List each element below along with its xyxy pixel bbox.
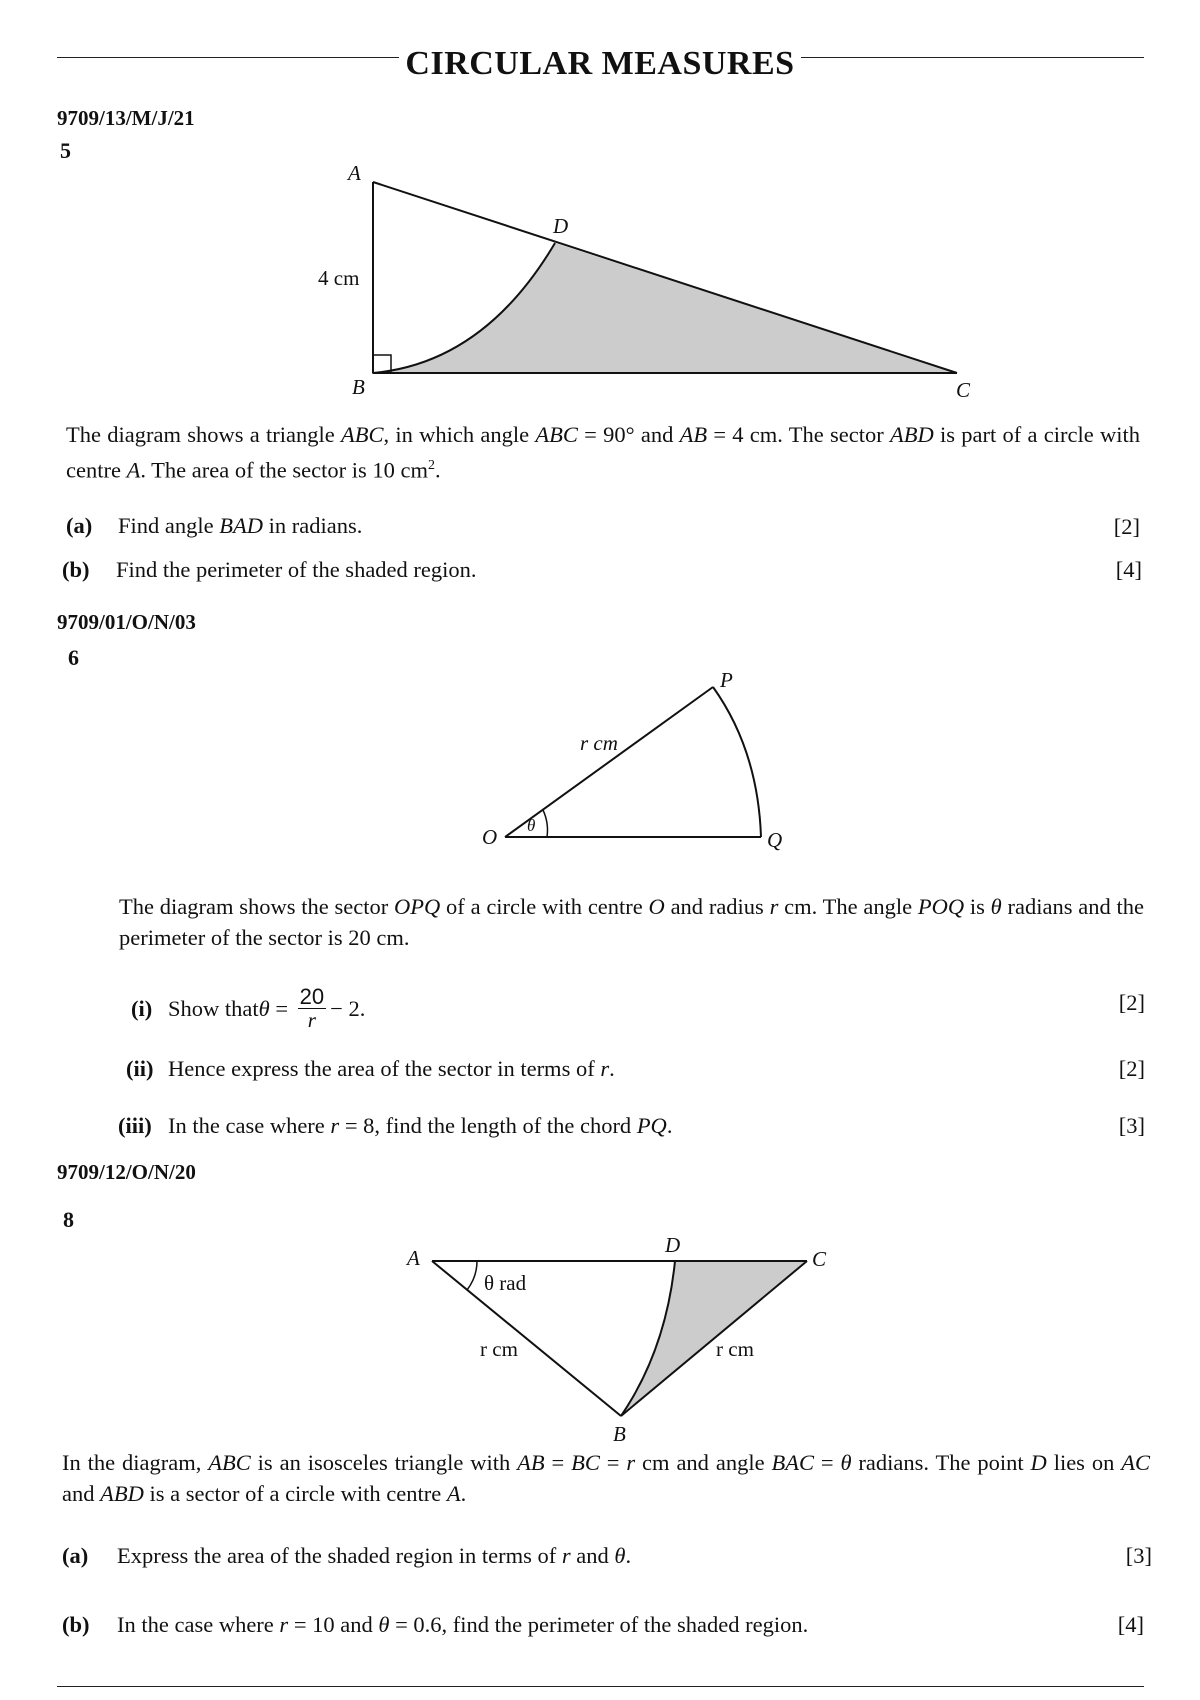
q1-shaded-region (373, 243, 957, 373)
q3-intro: In the diagram, ABC is an isosceles triangle with AB = BC = r cm and angle BAC = θ radians. The point D lies on AC and ABD is a sector of a circle with centre A. (62, 1450, 1151, 1506)
q1-label-c: C (956, 378, 971, 402)
q2-radius-op (505, 687, 713, 837)
q2-part-ii: (ii) Hence express the area of the sector in terms of r. (126, 1054, 615, 1084)
q3-label-a: A (407, 1246, 420, 1270)
q3-part-b: (b) In the case where r = 10 and θ = 0.6, find the perimeter of the shaded region. (62, 1610, 808, 1640)
q3-label-c: C (812, 1247, 827, 1271)
q2-arc-pq (713, 687, 761, 837)
q3-side-ab-label: r cm (480, 1337, 518, 1361)
q3-number: 8 (63, 1207, 74, 1232)
q2-radius-label: r cm (580, 731, 618, 755)
q1-triangle-diagram (0, 150, 1200, 400)
q3-paper-ref: 9709/12/O/N/20 (57, 1160, 196, 1184)
q1-part-b-marks: [4] (1115, 557, 1142, 582)
q1-label-d: D (553, 214, 569, 238)
q2-number: 6 (68, 645, 79, 670)
part-label: (b) (62, 557, 90, 582)
q2-part-iii-marks: [3] (1118, 1113, 1145, 1138)
q2-label-p: P (720, 668, 733, 692)
q2-label-q: Q (767, 828, 783, 852)
q3-part-a-marks: [3] (1125, 1543, 1152, 1568)
q1-label-a: A (348, 161, 361, 185)
part-label: (i) (131, 995, 153, 1021)
q2-paper-ref: 9709/01/O/N/03 (57, 610, 196, 634)
q3-angle-label: θ rad (484, 1271, 527, 1295)
q3-part-a: (a) Express the area of the shaded region in terms of r and θ. (62, 1541, 631, 1571)
q2-part-iii: (iii) In the case where r = 8, find the length of the chord PQ. (118, 1111, 672, 1141)
q2-part-i-marks: [2] (1118, 990, 1145, 1015)
q2-intro: The diagram shows the sector OPQ of a circle with centre O and radius r cm. The angle POQ is θ radians and the perimeter of the sector is 20 cm. (119, 894, 1144, 950)
q3-label-b: B (613, 1422, 626, 1446)
q2-label-o: O (482, 825, 498, 849)
q2-fraction: $\frac{20}{r}$ (299, 984, 325, 1032)
part-label: (iii) (118, 1113, 152, 1138)
q1-part-a-marks: [2] (1113, 514, 1140, 539)
q3-label-d: D (665, 1233, 681, 1257)
part-label: (a) (62, 1543, 89, 1568)
q1-part-a: (a) Find angle BAD in radians. (66, 511, 362, 541)
part-label: (b) (62, 1612, 90, 1637)
q2-part-i: (i) Show that θ = $\frac{20}{r}$ − 2. (131, 984, 366, 1032)
q3-side-ab (432, 1261, 621, 1416)
q2-angle-arc (543, 810, 548, 837)
q3-triangle-diagram (0, 1230, 1200, 1450)
q1-number: 5 (60, 138, 71, 163)
q1-paper-ref: 9709/13/M/J/21 (57, 106, 195, 130)
q3-angle-arc (467, 1261, 477, 1290)
q1-length-ab: 4 cm (318, 266, 360, 290)
q3-side-bc-label: r cm (716, 1337, 754, 1361)
q1-part-b: (b) Find the perimeter of the shaded region. (62, 555, 477, 585)
q1-label-b: B (352, 375, 365, 399)
q3-part-b-marks: [4] (1117, 1612, 1144, 1637)
q2-angle-label: θ (527, 816, 536, 835)
part-label: (ii) (126, 1056, 154, 1081)
q1-intro: The diagram shows a triangle ABC, in which angle ABC = 90° and AB = 4 cm. The sector ABD is part of a circle with centre A. The area of the sector is 10 $cm^2$. (66, 422, 1140, 483)
part-label: (a) (66, 513, 93, 538)
page-title: CIRCULAR MEASURES (0, 44, 1200, 84)
q2-part-ii-marks: [2] (1118, 1056, 1145, 1081)
q2-sector-diagram (0, 660, 1200, 860)
bottom-rule (57, 1686, 1144, 1687)
